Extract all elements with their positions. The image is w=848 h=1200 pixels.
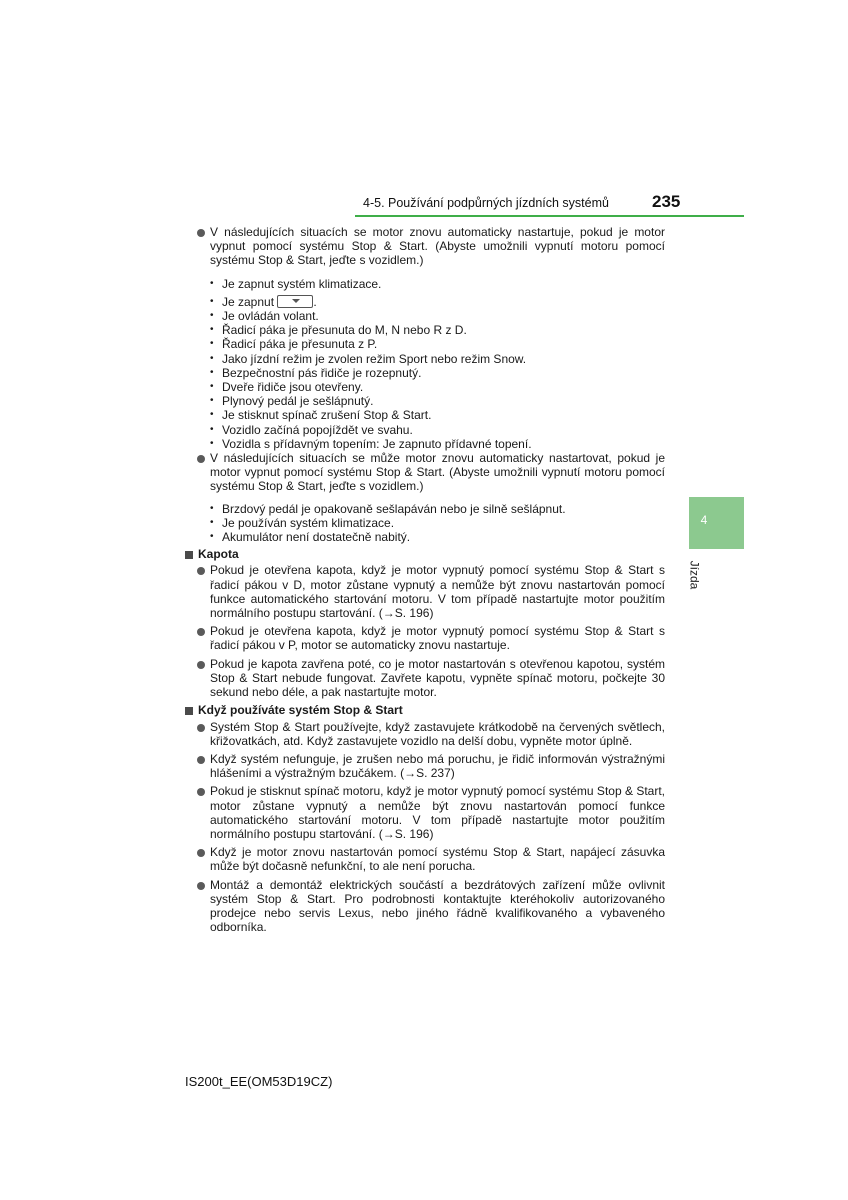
list-item-text: Je zapnut systém klimatizace. bbox=[222, 276, 382, 291]
bullet-dot-icon bbox=[197, 724, 205, 732]
list-item-text: Vozidlo začíná popojíždět ve svahu. bbox=[222, 422, 413, 437]
bullet-dot-icon bbox=[197, 882, 205, 890]
bullet-icon: • bbox=[210, 366, 214, 378]
paragraph-text: Pokud je stisknut spínač motoru, když je motor vypnutý pomocí systému Stop & Start, motor zůstane vypnutý a nemůže být znovu nastartován pomocí funkce automatického startování motoru. V tom případě nastartujte motor použitím normálního postupu startování. (→S. 196) bbox=[210, 784, 665, 841]
list-item bbox=[185, 516, 665, 530]
bullet-dot-icon bbox=[197, 567, 205, 575]
bullet-icon: • bbox=[210, 338, 214, 350]
bullet-paragraph bbox=[185, 878, 665, 935]
paragraph-text: V následujících situacích se může motor znovu automaticky nastartovat, pokud je motor vypnut pomocí systému Stop & Start. (Abyste umožnili vypnutí motoru pomocí systému Stop & Start, jeďte s vozidlem.) bbox=[210, 451, 665, 494]
list-item-text: Je zapnut bbox=[222, 294, 275, 309]
heading-text: Když používáte systém Stop & Start bbox=[198, 703, 403, 718]
list-item-text: Akumulátor není dostatečně nabitý. bbox=[222, 530, 411, 545]
list-item-text: Vozidla s přídavným topením: Je zapnuto přídavné topení. bbox=[222, 436, 532, 451]
bullet-dot-icon bbox=[197, 661, 205, 669]
list-item-text: Je stisknut spínač zrušení Stop & Start. bbox=[222, 408, 432, 423]
list-item bbox=[185, 423, 665, 437]
list-item-text: Řadicí páka je přesunuta z P. bbox=[222, 337, 378, 352]
list-item-text: Bezpečnostní pás řidiče je rozepnutý. bbox=[222, 365, 422, 380]
bullet-icon: • bbox=[210, 409, 214, 421]
header-rule bbox=[355, 215, 744, 217]
bullet-dot-icon bbox=[197, 788, 205, 796]
paragraph-text: Pokud je otevřena kapota, když je motor vypnutý pomocí systému Stop & Start s řadicí pákou v P, motor se automaticky znovu nastartuje. bbox=[210, 624, 665, 653]
chapter-tab[interactable] bbox=[689, 497, 744, 549]
list-item bbox=[185, 408, 665, 422]
list-item-text: Dveře řidiče jsou otevřeny. bbox=[222, 380, 364, 395]
bullet-icon: • bbox=[210, 502, 214, 514]
chapter-label bbox=[686, 558, 706, 598]
bullet-icon: • bbox=[210, 324, 214, 336]
list-item bbox=[185, 437, 665, 451]
bullet-icon: • bbox=[210, 295, 214, 307]
list-item: • Je zapnut . bbox=[210, 294, 317, 309]
list-item-text: Plynový pedál je sešlápnutý. bbox=[222, 394, 374, 409]
paragraph-text: Pokud je kapota zavřena poté, co je motor nastartován s otevřenou kapotou, systém Stop & Start nebude fungovat. Zavřete kapotu, vypněte spínač motoru, počkejte 30 sekund nebo déle, a pak nastartujte motor. bbox=[210, 656, 665, 700]
bullet-paragraph bbox=[185, 225, 665, 268]
section-heading-stop-start bbox=[185, 703, 665, 717]
paragraph-text: Montáž a demontáž elektrických součástí a bezdrátových zařízení může ovlivnit systém Stop & Start. Pro podrobnosti kontaktujte kteréhokoliv autorizovaného prodejce nebo servis Lexus, nebo jiného řádně kvalifikovaného a vybaveného odborníka. bbox=[210, 877, 665, 935]
bullet-icon: • bbox=[210, 516, 214, 528]
bullet-paragraph bbox=[185, 752, 665, 780]
bullet-icon: • bbox=[210, 381, 214, 393]
bullet-dot-icon bbox=[197, 756, 205, 764]
chapter-label-text: Jízda bbox=[687, 560, 702, 590]
list-item-text: Brzdový pedál je opakovaně sešlapáván nebo je silně sešlápnut. bbox=[222, 501, 566, 516]
square-bullet-icon bbox=[185, 707, 193, 715]
list-item bbox=[185, 502, 665, 516]
bullet-icon: • bbox=[210, 310, 214, 322]
paragraph-text: Když systém nefunguje, je zrušen nebo má poruchu, je řidič informován výstražnými hlášeními a výstražným bzučákem. (→S. 237) bbox=[210, 751, 665, 781]
bullet-paragraph bbox=[185, 624, 665, 652]
bullet-paragraph bbox=[185, 657, 665, 700]
bullet-icon: • bbox=[210, 437, 214, 449]
square-bullet-icon bbox=[185, 551, 193, 559]
list-item-text: Je používán systém klimatizace. bbox=[222, 515, 395, 530]
bullet-dot-icon bbox=[197, 628, 205, 636]
page-number: 235 bbox=[652, 192, 681, 211]
bullet-icon: • bbox=[210, 531, 214, 543]
paragraph-text: Systém Stop & Start používejte, když zastavujete krátkodobě na červených světlech, křižovatkách, atd. Když zastavujete vozidlo na delší dobu, vypněte motor úplně. bbox=[210, 719, 665, 748]
list-item bbox=[185, 530, 665, 544]
section-title: 4-5. Používání podpůrných jízdních systémů bbox=[363, 196, 609, 210]
bullet-paragraph bbox=[185, 451, 665, 494]
bullet-icon: • bbox=[210, 352, 214, 364]
defogger-button-icon bbox=[277, 295, 313, 308]
paragraph-text: V následujících situacích se motor znovu automaticky nastartuje, pokud je motor vypnut pomocí systému Stop & Start. (Abyste umožnili vypnutí motoru pomocí systému Stop & Start, jeďte s vozidlem.) bbox=[210, 225, 665, 268]
list-item bbox=[185, 277, 665, 291]
bullet-icon: • bbox=[210, 395, 214, 407]
bullet-paragraph bbox=[185, 784, 665, 841]
bullet-dot-icon bbox=[197, 455, 205, 463]
page-header bbox=[363, 192, 743, 216]
list-item bbox=[185, 309, 665, 323]
paragraph-text: Když je motor znovu nastartován pomocí systému Stop & Start, napájecí zásuvka může být dočasně nefunkční, to ale není porucha. bbox=[210, 845, 665, 874]
heading-text: Kapota bbox=[198, 547, 239, 562]
chapter-number: 4 bbox=[700, 513, 708, 527]
bullet-paragraph bbox=[185, 720, 665, 748]
bullet-paragraph bbox=[185, 563, 665, 620]
list-item bbox=[185, 352, 665, 366]
bullet-dot-icon bbox=[197, 229, 205, 237]
bullet-paragraph bbox=[185, 845, 665, 873]
list-item-text: Řadicí páka je přesunuta do M, N nebo R z D. bbox=[222, 323, 467, 338]
list-item-text: Jako jízdní režim je zvolen režim Sport nebo režim Snow. bbox=[222, 351, 527, 366]
section-heading-kapota bbox=[185, 547, 665, 561]
list-item bbox=[185, 394, 665, 408]
bullet-dot-icon bbox=[197, 849, 205, 857]
paragraph-text: Pokud je otevřena kapota, když je motor vypnutý pomocí systému Stop & Start s řadicí pákou v D, motor zůstane vypnutý a nemůže být znovu nastartován pomocí funkce automatického startování motoru. V tom případě nastartujte motor použitím normálního postupu startování. (→S. 196) bbox=[210, 563, 665, 621]
page-content bbox=[185, 225, 665, 938]
bullet-icon: • bbox=[210, 423, 214, 435]
list-item-text: Je ovládán volant. bbox=[222, 309, 319, 324]
list-item bbox=[185, 323, 665, 337]
bullet-icon: • bbox=[210, 277, 214, 289]
footer-code: IS200t_EE(OM53D19CZ) bbox=[185, 1074, 333, 1089]
list-item bbox=[185, 366, 665, 380]
list-item bbox=[185, 380, 665, 394]
list-item bbox=[185, 337, 665, 351]
